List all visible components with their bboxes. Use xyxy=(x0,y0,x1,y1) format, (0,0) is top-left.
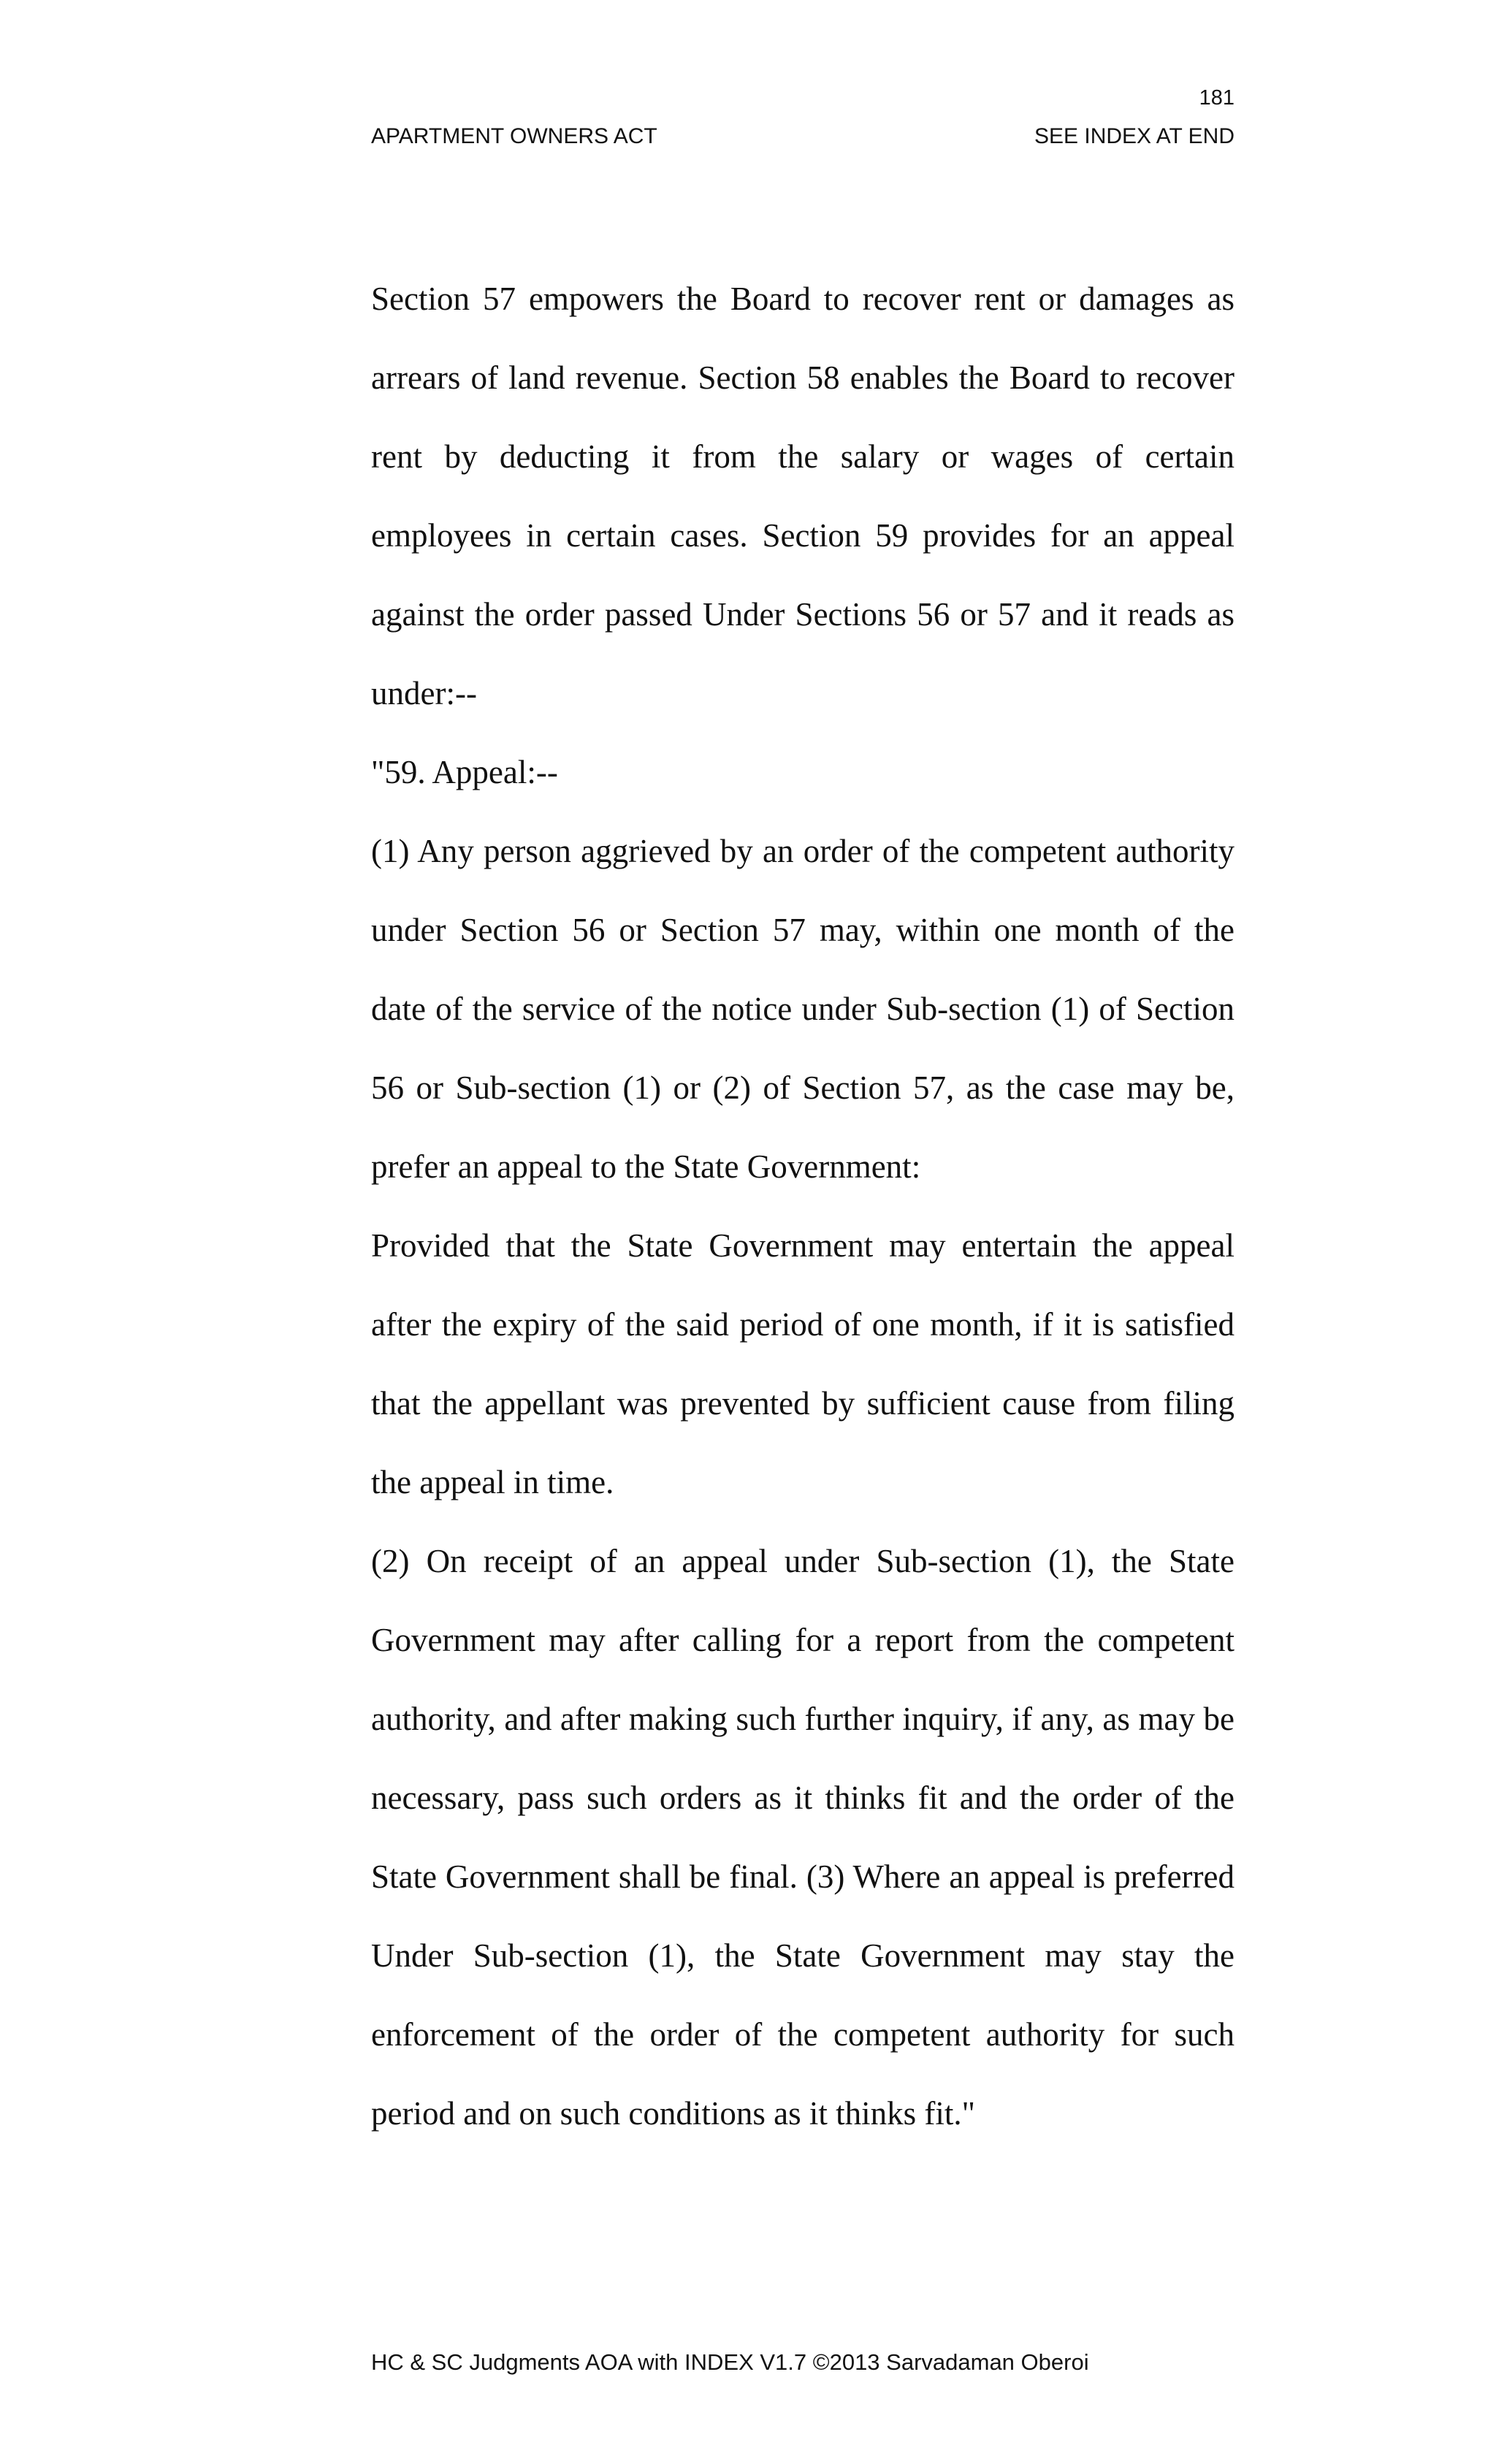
running-header-index-note: SEE INDEX AT END xyxy=(1034,124,1234,148)
paragraph-proviso: Provided that the State Government may entertain the appeal after the expiry of the said period of one month, if it is satisfied that the appellant was prevented by sufficient cause from filing the appeal in time. xyxy=(371,1227,1234,1500)
paragraph-subsection-2-3: (2) On receipt of an appeal under Sub-section (1), the State Government may after calling for a report from the competent authority, and after making such further inquiry, if any, as may be necessary, pass such orders as it thinks fit and the order of the State Government shall be final. (3) Where an appeal is preferred Under Sub-section (1), the State Government may stay the enforcement of the order of the competent authority for such period and on such conditions as it thinks fit." xyxy=(371,1543,1234,2132)
paragraph-intro: Section 57 empowers the Board to recover rent or damages as arrears of land revenue. Section 58 enables the Board to recover rent by deducting it from the salary or wages of certain employees in certain cases. Section 59 provides for an appeal against the order passed Under Sections 56 or 57 and it reads as under:-- xyxy=(371,281,1234,712)
paragraph-section-heading: "59. Appeal:-- xyxy=(371,754,558,790)
page-footer: HC & SC Judgments AOA with INDEX V1.7 ©2013 Sarvadaman Oberoi xyxy=(371,2349,1089,2375)
running-header-title: APARTMENT OWNERS ACT xyxy=(371,124,657,148)
page-number: 181 xyxy=(1199,86,1234,110)
paragraph-subsection-1: (1) Any person aggrieved by an order of the competent authority under Section 56 or Section 57 may, within one month of the date of the service of the notice under Sub-section (1) of Section 56 or Sub-section (1) or (2) of Section 57, as the case may be, prefer an appeal to the State Government: xyxy=(371,833,1234,1185)
document-body xyxy=(371,259,1234,2153)
